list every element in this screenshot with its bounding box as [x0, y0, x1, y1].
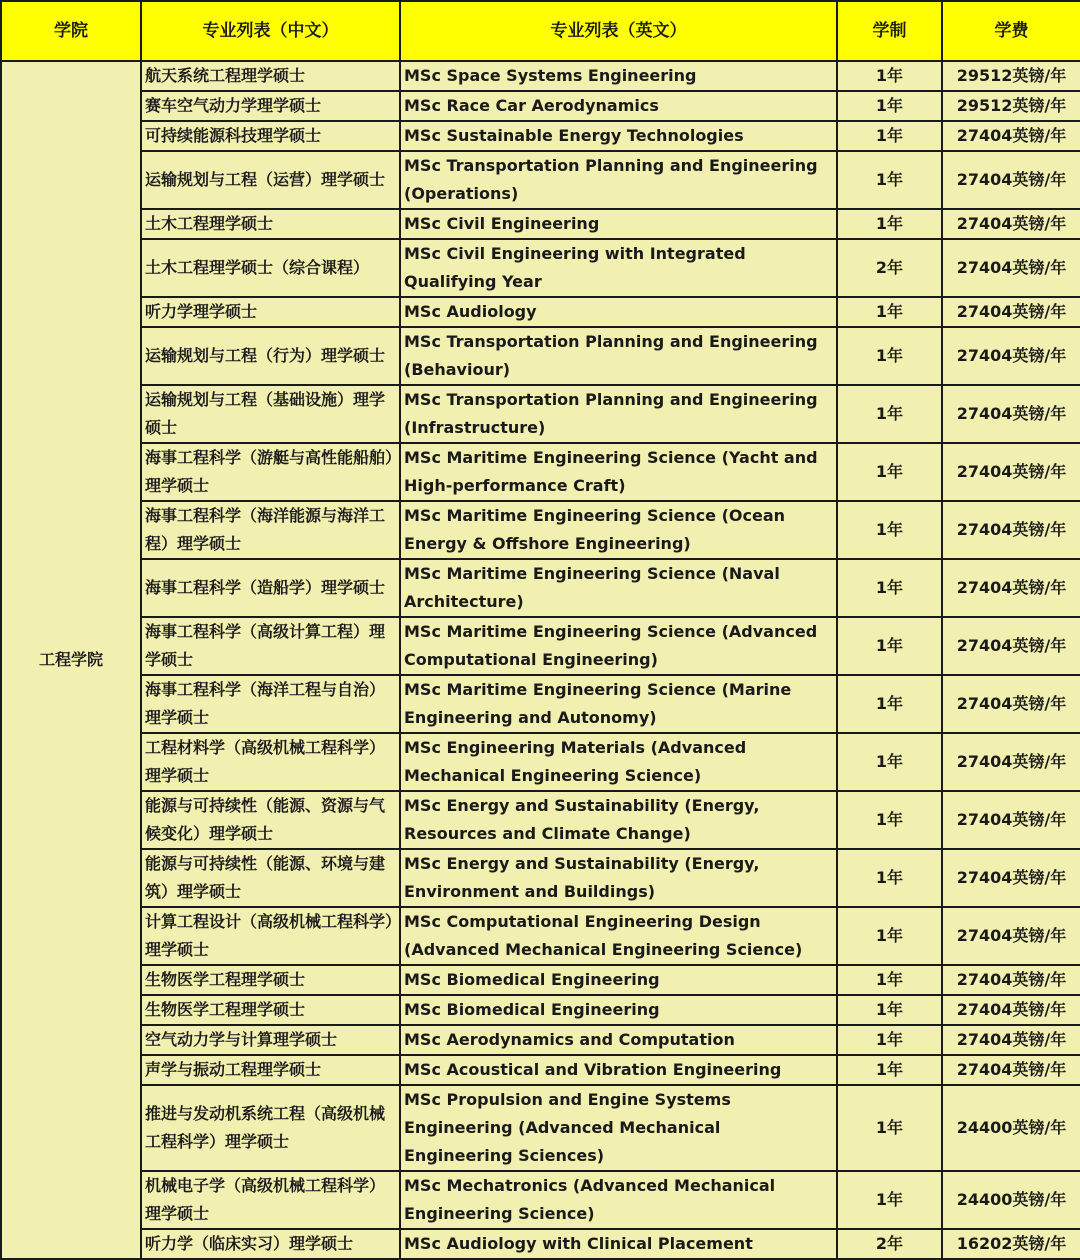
program-name-cn: 海事工程科学（游艇与高性能船舶）理学硕士 — [141, 443, 400, 501]
table-row — [1, 209, 1080, 239]
program-name-en: MSc Energy and Sustainability (Energy, Environment and Buildings) — [400, 849, 837, 907]
fee-cell: 27404英镑/年 — [942, 849, 1080, 907]
program-name-cn: 航天系统工程理学硕士 — [141, 61, 400, 91]
duration-cell: 2年 — [837, 1229, 942, 1259]
table-row — [1, 121, 1080, 151]
program-name-en: MSc Maritime Engineering Science (Naval Architecture) — [400, 559, 837, 617]
program-name-en: MSc Computational Engineering Design (Advanced Mechanical Engineering Science) — [400, 907, 837, 965]
header-duration: 学制 — [837, 1, 942, 61]
duration-cell: 1年 — [837, 791, 942, 849]
program-name-en: MSc Space Systems Engineering — [400, 61, 837, 91]
program-name-cn: 海事工程科学（海洋能源与海洋工程）理学硕士 — [141, 501, 400, 559]
duration-cell: 2年 — [837, 239, 942, 297]
table-row — [1, 385, 1080, 443]
table-row — [1, 61, 1080, 91]
fee-cell: 27404英镑/年 — [942, 501, 1080, 559]
table-row — [1, 559, 1080, 617]
duration-cell: 1年 — [837, 91, 942, 121]
duration-cell: 1年 — [837, 1085, 942, 1171]
program-name-en: MSc Maritime Engineering Science (Marine Engineering and Autonomy) — [400, 675, 837, 733]
fee-cell: 27404英镑/年 — [942, 121, 1080, 151]
duration-cell: 1年 — [837, 849, 942, 907]
table-row — [1, 297, 1080, 327]
program-name-cn: 赛车空气动力学理学硕士 — [141, 91, 400, 121]
table-row — [1, 1025, 1080, 1055]
table-row — [1, 1055, 1080, 1085]
table-row — [1, 849, 1080, 907]
program-name-cn: 土木工程理学硕士（综合课程） — [141, 239, 400, 297]
fee-cell: 27404英镑/年 — [942, 443, 1080, 501]
fee-cell: 24400英镑/年 — [942, 1085, 1080, 1171]
table-row — [1, 443, 1080, 501]
fee-cell: 27404英镑/年 — [942, 675, 1080, 733]
table-row — [1, 1229, 1080, 1259]
program-name-en: MSc Maritime Engineering Science (Yacht and High-performance Craft) — [400, 443, 837, 501]
table-body — [1, 61, 1080, 1259]
program-name-en: MSc Maritime Engineering Science (Ocean Energy & Offshore Engineering) — [400, 501, 837, 559]
table-row — [1, 965, 1080, 995]
header-name-en: 专业列表（英文） — [400, 1, 837, 61]
program-name-en: MSc Aerodynamics and Computation — [400, 1025, 837, 1055]
program-name-en: MSc Transportation Planning and Engineering (Operations) — [400, 151, 837, 209]
program-name-cn: 空气动力学与计算理学硕士 — [141, 1025, 400, 1055]
program-name-en: MSc Transportation Planning and Engineering (Behaviour) — [400, 327, 837, 385]
header-fee: 学费 — [942, 1, 1080, 61]
program-name-en: MSc Acoustical and Vibration Engineering — [400, 1055, 837, 1085]
program-name-en: MSc Civil Engineering with Integrated Qualifying Year — [400, 239, 837, 297]
fee-cell: 27404英镑/年 — [942, 327, 1080, 385]
table-row — [1, 151, 1080, 209]
fee-cell: 27404英镑/年 — [942, 239, 1080, 297]
program-name-cn: 生物医学工程理学硕士 — [141, 995, 400, 1025]
fee-cell: 27404英镑/年 — [942, 385, 1080, 443]
program-name-cn: 听力学（临床实习）理学硕士 — [141, 1229, 400, 1259]
table-row — [1, 733, 1080, 791]
duration-cell: 1年 — [837, 151, 942, 209]
program-name-cn: 工程材料学（高级机械工程科学）理学硕士 — [141, 733, 400, 791]
fee-cell: 27404英镑/年 — [942, 1055, 1080, 1085]
duration-cell: 1年 — [837, 995, 942, 1025]
fee-cell: 27404英镑/年 — [942, 297, 1080, 327]
program-name-en: MSc Race Car Aerodynamics — [400, 91, 837, 121]
fee-cell: 27404英镑/年 — [942, 617, 1080, 675]
program-name-cn: 生物医学工程理学硕士 — [141, 965, 400, 995]
duration-cell: 1年 — [837, 327, 942, 385]
program-name-cn: 海事工程科学（高级计算工程）理学硕士 — [141, 617, 400, 675]
duration-cell: 1年 — [837, 385, 942, 443]
duration-cell: 1年 — [837, 1055, 942, 1085]
program-name-cn: 土木工程理学硕士 — [141, 209, 400, 239]
program-name-cn: 能源与可持续性（能源、环境与建筑）理学硕士 — [141, 849, 400, 907]
duration-cell: 1年 — [837, 61, 942, 91]
school-cell: 工程学院 — [1, 61, 141, 1259]
program-name-en: MSc Mechatronics (Advanced Mechanical Engineering Science) — [400, 1171, 837, 1229]
program-name-cn: 听力学理学硕士 — [141, 297, 400, 327]
program-name-en: MSc Audiology — [400, 297, 837, 327]
program-name-cn: 运输规划与工程（行为）理学硕士 — [141, 327, 400, 385]
table-row — [1, 675, 1080, 733]
header-school: 学院 — [1, 1, 141, 61]
duration-cell: 1年 — [837, 965, 942, 995]
duration-cell: 1年 — [837, 559, 942, 617]
fee-cell: 16202英镑/年 — [942, 1229, 1080, 1259]
fee-cell: 27404英镑/年 — [942, 151, 1080, 209]
duration-cell: 1年 — [837, 1171, 942, 1229]
table-row — [1, 91, 1080, 121]
fee-cell: 27404英镑/年 — [942, 907, 1080, 965]
program-name-en: MSc Engineering Materials (Advanced Mechanical Engineering Science) — [400, 733, 837, 791]
program-name-cn: 机械电子学（高级机械工程科学）理学硕士 — [141, 1171, 400, 1229]
program-name-en: MSc Biomedical Engineering — [400, 965, 837, 995]
fee-cell: 27404英镑/年 — [942, 791, 1080, 849]
fee-cell: 27404英镑/年 — [942, 965, 1080, 995]
program-name-cn: 海事工程科学（海洋工程与自治）理学硕士 — [141, 675, 400, 733]
duration-cell: 1年 — [837, 443, 942, 501]
fee-cell: 27404英镑/年 — [942, 733, 1080, 791]
fee-cell: 29512英镑/年 — [942, 91, 1080, 121]
duration-cell: 1年 — [837, 297, 942, 327]
program-name-en: MSc Transportation Planning and Engineering (Infrastructure) — [400, 385, 837, 443]
program-name-cn: 能源与可持续性（能源、资源与气候变化）理学硕士 — [141, 791, 400, 849]
header-row — [1, 1, 1080, 61]
table-row — [1, 995, 1080, 1025]
table-row — [1, 907, 1080, 965]
table-row — [1, 1085, 1080, 1171]
program-name-cn: 声学与振动工程理学硕士 — [141, 1055, 400, 1085]
duration-cell: 1年 — [837, 907, 942, 965]
fee-cell: 24400英镑/年 — [942, 1171, 1080, 1229]
program-name-cn: 计算工程设计（高级机械工程科学）理学硕士 — [141, 907, 400, 965]
program-name-en: MSc Propulsion and Engine Systems Engineering (Advanced Mechanical Engineering Sciences) — [400, 1085, 837, 1171]
duration-cell: 1年 — [837, 675, 942, 733]
program-name-cn: 运输规划与工程（基础设施）理学硕士 — [141, 385, 400, 443]
fee-cell: 27404英镑/年 — [942, 995, 1080, 1025]
program-name-cn: 海事工程科学（造船学）理学硕士 — [141, 559, 400, 617]
duration-cell: 1年 — [837, 1025, 942, 1055]
duration-cell: 1年 — [837, 121, 942, 151]
duration-cell: 1年 — [837, 501, 942, 559]
table-row — [1, 791, 1080, 849]
program-name-en: MSc Maritime Engineering Science (Advanced Computational Engineering) — [400, 617, 837, 675]
program-name-en: MSc Energy and Sustainability (Energy, Resources and Climate Change) — [400, 791, 837, 849]
fee-cell: 27404英镑/年 — [942, 209, 1080, 239]
program-name-en: MSc Audiology with Clinical Placement — [400, 1229, 837, 1259]
table-row — [1, 501, 1080, 559]
program-name-cn: 可持续能源科技理学硕士 — [141, 121, 400, 151]
program-name-cn: 推进与发动机系统工程（高级机械工程科学）理学硕士 — [141, 1085, 400, 1171]
duration-cell: 1年 — [837, 209, 942, 239]
table-row — [1, 327, 1080, 385]
fee-cell: 27404英镑/年 — [942, 559, 1080, 617]
program-name-en: MSc Biomedical Engineering — [400, 995, 837, 1025]
duration-cell: 1年 — [837, 733, 942, 791]
table-row — [1, 617, 1080, 675]
program-name-en: MSc Civil Engineering — [400, 209, 837, 239]
fee-cell: 29512英镑/年 — [942, 61, 1080, 91]
program-name-en: MSc Sustainable Energy Technologies — [400, 121, 837, 151]
fee-cell: 27404英镑/年 — [942, 1025, 1080, 1055]
table-row — [1, 239, 1080, 297]
program-name-cn: 运输规划与工程（运营）理学硕士 — [141, 151, 400, 209]
header-name-cn: 专业列表（中文） — [141, 1, 400, 61]
table-row — [1, 1171, 1080, 1229]
duration-cell: 1年 — [837, 617, 942, 675]
